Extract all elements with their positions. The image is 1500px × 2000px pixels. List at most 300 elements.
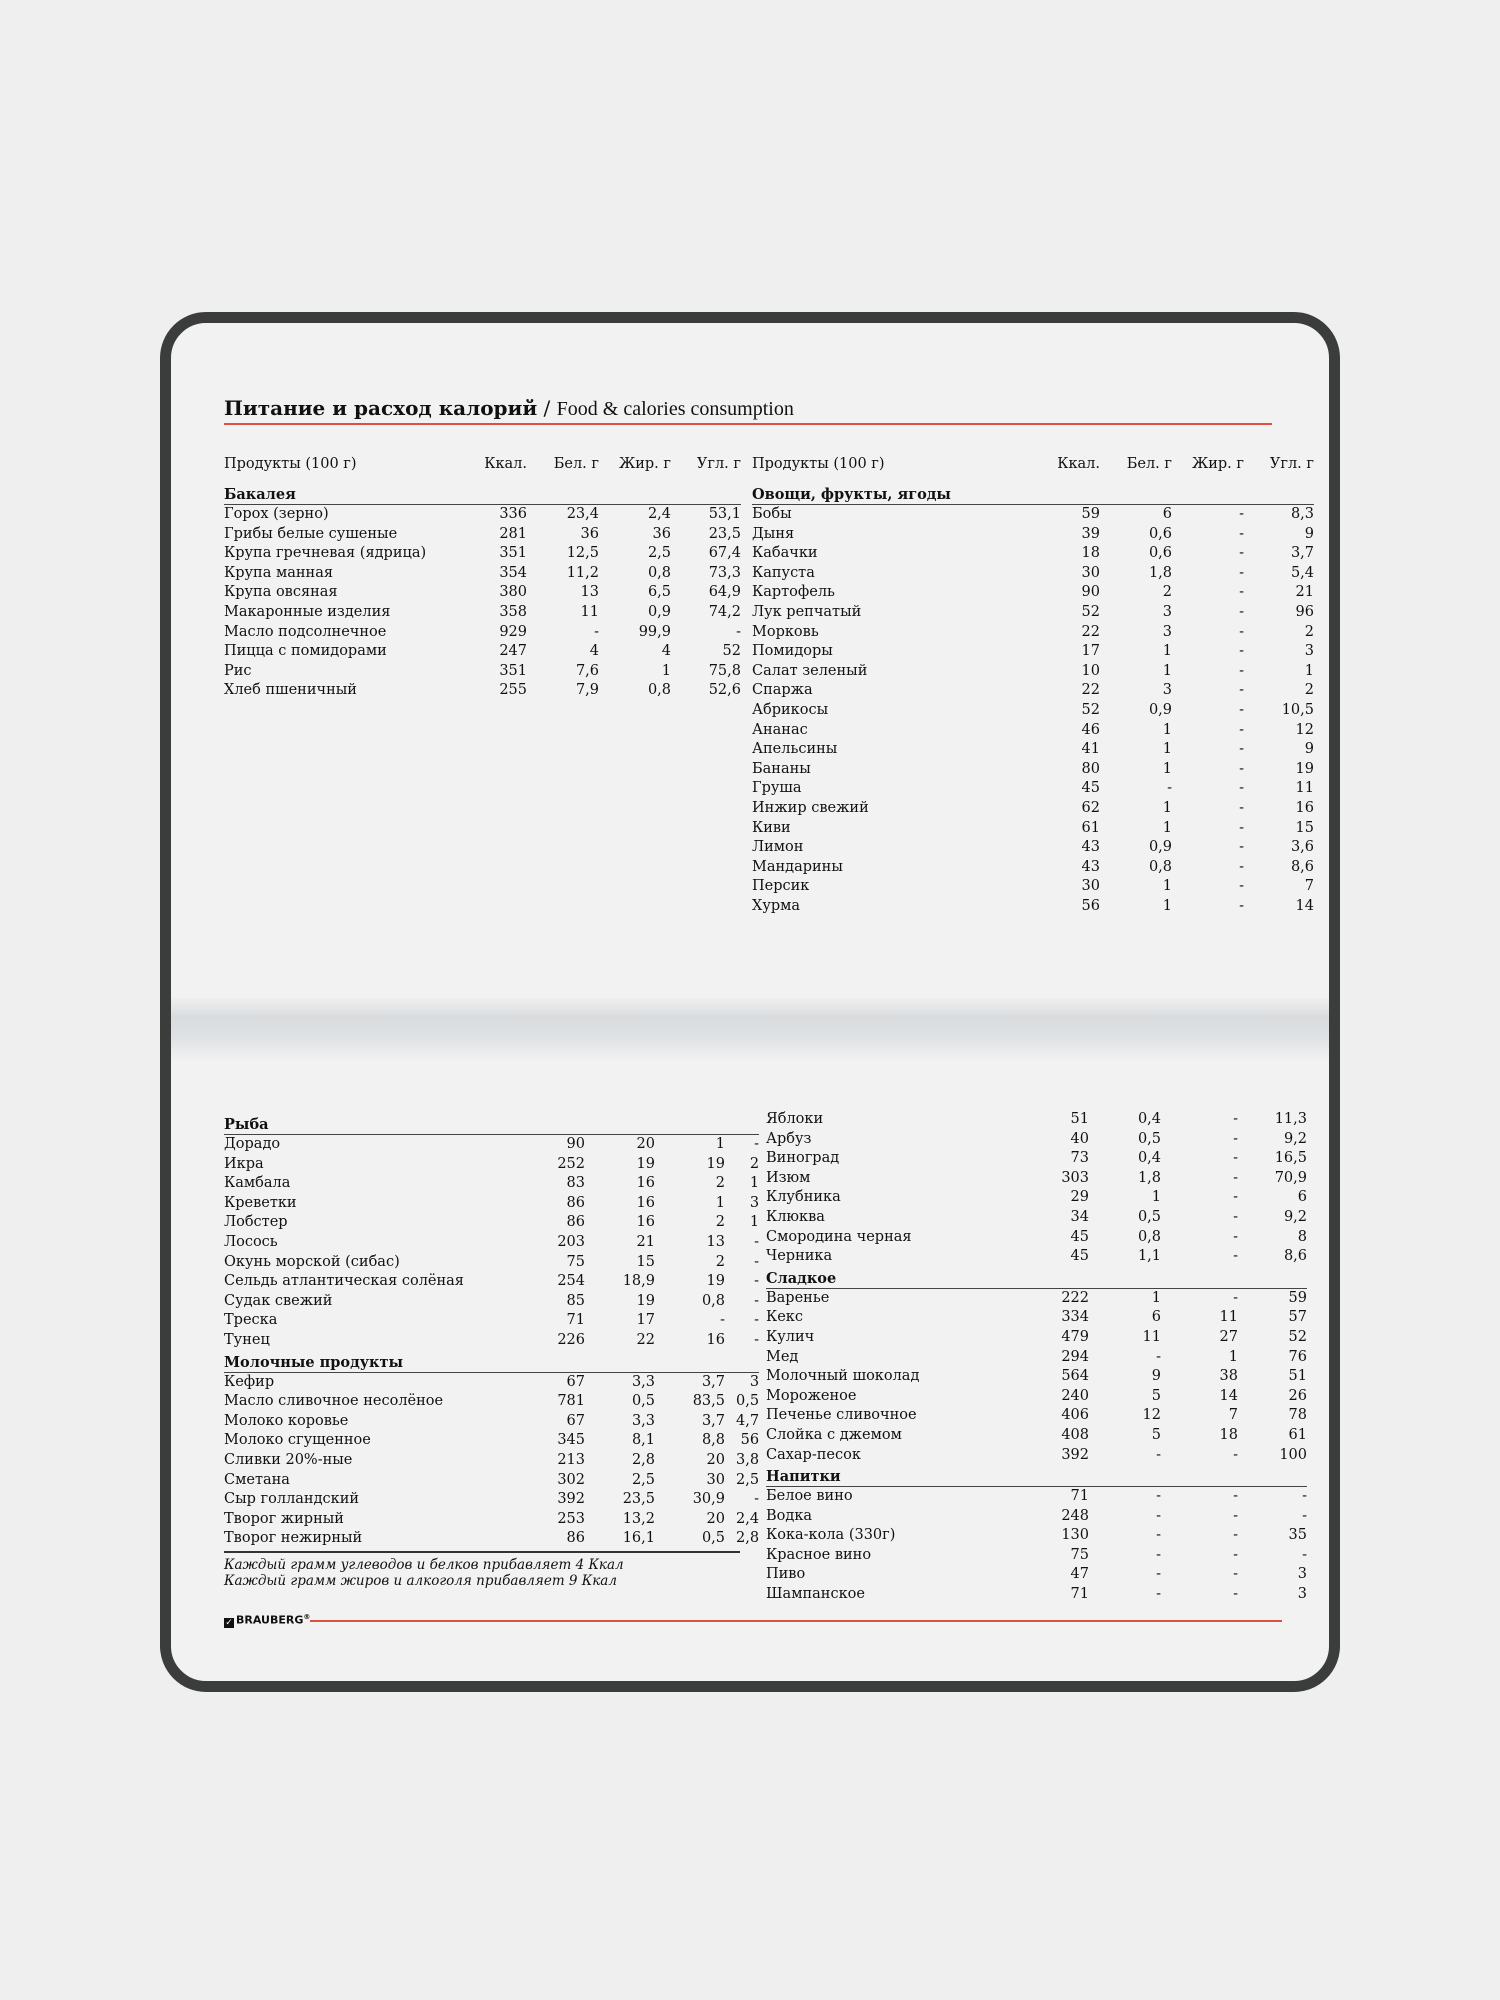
product-name: Кекс (766, 1309, 803, 1326)
fat-value: 3,7 (701, 1373, 725, 1390)
brand-check-icon: ✓ (225, 1617, 233, 1628)
carbs-value: 2,8 (736, 1530, 760, 1547)
protein-value: 13,2 (622, 1510, 655, 1527)
product-name: Арбуз (766, 1130, 812, 1147)
carbs-value: 10,5 (1281, 701, 1314, 718)
carbs-value: 9,2 (1283, 1130, 1307, 1147)
fat-value: 36 (652, 525, 671, 542)
table-row (766, 1130, 1307, 1150)
product-name: Мандарины (752, 858, 843, 875)
fat-value: - (1239, 506, 1244, 522)
protein-value: 4 (589, 643, 599, 660)
protein-value: 0,5 (1137, 1208, 1161, 1225)
product-name: Шампанское (766, 1586, 865, 1603)
product-name: Крупа манная (224, 564, 333, 581)
kcal-value: 30 (1081, 878, 1100, 895)
table-row (224, 681, 741, 701)
note-line: Каждый грамм углеводов и белков прибавляет 4 Ккал (224, 1557, 624, 1573)
table-row (766, 1367, 1307, 1387)
table-row (766, 1288, 1307, 1308)
product-name: Абрикосы (752, 701, 829, 718)
table-row (752, 564, 1314, 584)
protein-value: 3,3 (631, 1373, 655, 1390)
product-name: Ананас (752, 721, 808, 738)
product-name: Белое вино (766, 1488, 853, 1505)
product-name: Камбала (224, 1175, 291, 1192)
product-name: Креветки (224, 1194, 297, 1211)
kcal-value: 40 (1070, 1130, 1089, 1147)
kcal-value: 67 (566, 1373, 585, 1390)
fat-value: 0,8 (647, 564, 671, 581)
fat-value: - (1233, 1208, 1238, 1225)
fat-value: 11 (1219, 1309, 1238, 1326)
protein-value: 7,6 (575, 662, 599, 679)
carbs-value: 12 (1295, 721, 1314, 738)
product-name: Треска (224, 1312, 278, 1329)
carbs-value: - (736, 623, 741, 640)
kcal-value: 71 (566, 1312, 585, 1329)
carbs-value: 11 (1295, 780, 1314, 797)
protein-value: 6 (1151, 1309, 1161, 1326)
fat-value: - (1239, 603, 1244, 620)
protein-value: - (1167, 780, 1172, 797)
kcal-value: 83 (566, 1175, 585, 1192)
protein-value: 7,9 (575, 682, 599, 699)
kcal-value: 90 (1081, 584, 1100, 601)
page-fold (171, 998, 1329, 1060)
fat-value: - (1239, 780, 1244, 797)
protein-value: 1 (1162, 799, 1172, 816)
section-heading (224, 1110, 759, 1135)
table-row (766, 1110, 1307, 1130)
carbs-value: - (1302, 1488, 1307, 1505)
kcal-value: 380 (499, 584, 527, 601)
carbs-value: - (754, 1233, 760, 1250)
protein-value: 9 (1151, 1368, 1161, 1385)
table-row (752, 681, 1314, 701)
kcal-value: 281 (499, 525, 527, 542)
header-protein: Бел. г (553, 456, 599, 472)
protein-value: 5 (1151, 1426, 1161, 1443)
kcal-value: 80 (1081, 760, 1100, 777)
product-name: Помидоры (752, 643, 833, 660)
fat-value: 20 (706, 1510, 725, 1527)
carbs-value: 16,5 (1274, 1150, 1307, 1167)
table-row (224, 1431, 759, 1451)
section-title: Овощи, фрукты, ягоды (752, 480, 1314, 505)
kcal-value: 253 (557, 1510, 585, 1527)
header-product: Продукты (100 г) (224, 456, 357, 472)
table-row (224, 1272, 759, 1292)
section-heading (766, 1465, 1307, 1487)
fat-value: 20 (706, 1451, 725, 1468)
fat-value: - (1239, 799, 1244, 816)
kcal-value: 252 (557, 1155, 585, 1172)
fat-value: 2 (715, 1253, 725, 1270)
title-separator: / (537, 396, 557, 420)
header-protein: Бел. г (1126, 456, 1172, 472)
table-grocery (224, 455, 741, 701)
section-heading (752, 480, 1314, 505)
carbs-value: 8,3 (1290, 506, 1314, 522)
table-row (224, 1471, 759, 1491)
fat-value: - (1233, 1488, 1238, 1505)
kcal-value: 336 (499, 506, 527, 522)
table-row (224, 1194, 759, 1214)
carbs-value: 2 (1304, 682, 1314, 699)
table-row (766, 1228, 1307, 1248)
footer-rule (310, 1620, 1282, 1622)
protein-value: 1,8 (1137, 1169, 1161, 1186)
section-title: Сладкое (766, 1267, 1307, 1289)
fat-value: 8,8 (701, 1432, 725, 1449)
product-name: Виноград (766, 1150, 840, 1167)
table-header (752, 455, 1314, 474)
section-title: Напитки (766, 1465, 1307, 1487)
carbs-value: 78 (1288, 1407, 1307, 1424)
table-row (766, 1247, 1307, 1267)
header-carbs: Угл. г (696, 456, 741, 472)
kcal-value: 39 (1081, 525, 1100, 542)
carbs-value: 9 (1304, 741, 1314, 758)
fat-value: - (720, 1312, 725, 1329)
kcal-value: 86 (566, 1194, 585, 1211)
fat-value: - (1233, 1527, 1238, 1544)
fat-value: 0,5 (701, 1530, 725, 1547)
product-name: Горох (зерно) (224, 506, 329, 522)
table-row (766, 1149, 1307, 1169)
product-name: Пицца с помидорами (224, 643, 387, 660)
protein-value: 0,8 (1137, 1228, 1161, 1245)
fat-value: - (1239, 623, 1244, 640)
table-row (224, 1392, 759, 1412)
protein-value: 22 (636, 1331, 655, 1348)
protein-value: - (1156, 1446, 1161, 1463)
product-name: Хлеб пшеничный (224, 682, 357, 699)
product-name: Масло подсолнечное (224, 623, 387, 640)
kcal-value: 22 (1081, 623, 1100, 640)
table-row (224, 1253, 759, 1273)
protein-value: 36 (580, 525, 599, 542)
kcal-value: 86 (566, 1530, 585, 1547)
kcal-value: 47 (1070, 1566, 1089, 1583)
fat-value: - (1239, 564, 1244, 581)
kcal-value: 29 (1070, 1189, 1089, 1206)
product-name: Кабачки (752, 545, 818, 562)
fat-value: 7 (1228, 1407, 1238, 1424)
table-row (766, 1526, 1307, 1546)
carbs-value: 74,2 (708, 603, 741, 620)
carbs-value: - (754, 1253, 760, 1270)
kcal-value: 71 (1070, 1586, 1089, 1603)
protein-value: - (1156, 1348, 1161, 1365)
kcal-value: 46 (1081, 721, 1100, 738)
carbs-value: 15 (1295, 819, 1314, 836)
kcal-value: 30 (1081, 564, 1100, 581)
carbs-value: - (754, 1136, 760, 1152)
product-name: Яблоки (766, 1111, 824, 1127)
table-row (224, 1451, 759, 1471)
protein-value: 1 (1162, 760, 1172, 777)
fat-value: 1 (1228, 1348, 1238, 1365)
section-heading (224, 480, 741, 505)
table-row (224, 1213, 759, 1233)
fat-value: 14 (1219, 1387, 1238, 1404)
fat-value: - (1233, 1446, 1238, 1463)
kcal-value: 52 (1081, 603, 1100, 620)
fat-value: 30 (706, 1471, 725, 1488)
fat-value: 0,9 (647, 603, 671, 620)
brand-logo (224, 1610, 310, 1628)
kcal-value: 564 (1061, 1368, 1089, 1385)
protein-value: 1,1 (1137, 1248, 1161, 1265)
protein-value: 3 (1162, 603, 1172, 620)
fat-value: 6,5 (647, 584, 671, 601)
kcal-value: 85 (566, 1292, 585, 1309)
kcal-value: 75 (566, 1253, 585, 1270)
table-row (766, 1426, 1307, 1446)
protein-value: 11,2 (566, 564, 599, 581)
fat-value: 2,4 (647, 506, 671, 522)
kcal-value: 222 (1061, 1289, 1089, 1306)
table-row (766, 1487, 1307, 1507)
protein-value: 1 (1162, 741, 1172, 758)
kcal-value: 929 (499, 623, 527, 640)
carbs-value: 23,5 (708, 525, 741, 542)
fat-value: 83,5 (692, 1393, 725, 1410)
table-row (224, 1292, 759, 1312)
carbs-value: 1 (1304, 662, 1314, 679)
carbs-value: 2,4 (736, 1510, 760, 1527)
product-name: Бананы (752, 760, 811, 777)
fat-value: - (1233, 1586, 1238, 1603)
table-row (752, 525, 1314, 545)
kcal-value: 43 (1081, 839, 1100, 856)
kcal-value: 45 (1081, 780, 1100, 797)
kcal-value: 781 (557, 1393, 585, 1410)
table-row (224, 642, 741, 662)
carbs-value: 64,9 (708, 584, 741, 601)
table-row (224, 525, 741, 545)
fat-value: - (1239, 819, 1244, 836)
product-name: Кефир (224, 1373, 275, 1390)
product-name: Картофель (752, 584, 835, 601)
brand-name: BRAUBERG (236, 1613, 304, 1627)
table-row (752, 701, 1314, 721)
carbs-value: 52 (1288, 1328, 1307, 1345)
product-name: Молочный шоколад (766, 1368, 920, 1385)
carbs-value: 3 (1297, 1586, 1307, 1603)
kcal-value: 254 (557, 1273, 585, 1290)
product-name: Кулич (766, 1328, 815, 1345)
kcal-value: 61 (1081, 819, 1100, 836)
carbs-value: 70,9 (1274, 1169, 1307, 1186)
carbs-value: 9 (1304, 525, 1314, 542)
page-title (224, 393, 1272, 425)
kcal-value: 302 (557, 1471, 585, 1488)
kcal-value: 226 (557, 1331, 585, 1348)
carbs-value: 52 (722, 643, 741, 660)
carbs-value: 9,2 (1283, 1208, 1307, 1225)
carbs-value: 6 (1297, 1189, 1307, 1206)
product-name: Капуста (752, 564, 815, 581)
fat-value: 16 (706, 1331, 725, 1348)
protein-value: 2,5 (631, 1471, 655, 1488)
table-row (766, 1546, 1307, 1566)
carbs-value: 73,3 (708, 564, 741, 581)
product-name: Киви (752, 819, 791, 836)
table-row (224, 1529, 759, 1549)
kcal-value: 10 (1081, 662, 1100, 679)
fat-value: 18 (1219, 1426, 1238, 1443)
kcal-value: 354 (499, 564, 527, 581)
carbs-value: 100 (1279, 1446, 1307, 1463)
section-title: Рыба (224, 1110, 759, 1135)
product-name: Смородина черная (766, 1228, 912, 1245)
protein-value: 23,5 (622, 1491, 655, 1508)
carbs-value: 0,5 (736, 1393, 760, 1410)
product-name: Крупа овсяная (224, 584, 338, 601)
product-name: Груша (752, 780, 802, 797)
carbs-value: 3 (749, 1373, 760, 1390)
protein-value: 2,8 (631, 1451, 655, 1468)
table-fish-dairy (224, 1110, 759, 1549)
protein-value: 19 (636, 1155, 655, 1172)
kcal-value: 213 (557, 1451, 585, 1468)
protein-value: 0,5 (631, 1393, 655, 1410)
protein-value: 5 (1151, 1387, 1161, 1404)
product-name: Творог жирный (224, 1510, 344, 1527)
kcal-value: 203 (557, 1233, 585, 1250)
carbs-value: 3,7 (1290, 545, 1314, 562)
kcal-value: 294 (1061, 1348, 1089, 1365)
protein-value: 23,4 (566, 506, 599, 522)
carbs-value: - (754, 1331, 760, 1348)
protein-value: 0,9 (1148, 839, 1172, 856)
protein-value: 3,3 (631, 1412, 655, 1429)
fat-value: 30,9 (692, 1491, 725, 1508)
fat-value: - (1239, 741, 1244, 758)
kcal-value: 18 (1081, 545, 1100, 562)
carbs-value: - (1302, 1507, 1307, 1524)
protein-value: 16,1 (622, 1530, 655, 1547)
carbs-value: - (754, 1273, 760, 1290)
table-row (766, 1348, 1307, 1368)
protein-value: 12,5 (566, 545, 599, 562)
protein-value: 17 (636, 1312, 655, 1329)
table-row (752, 877, 1314, 897)
product-name: Лосось (224, 1233, 278, 1250)
protein-value: 0,5 (1137, 1130, 1161, 1147)
protein-value: 1 (1162, 819, 1172, 836)
kcal-value: 406 (1061, 1407, 1089, 1424)
kcal-value: 130 (1061, 1527, 1089, 1544)
kcal-value: 17 (1081, 643, 1100, 660)
fat-value: 0,8 (701, 1292, 725, 1309)
protein-value: 3 (1162, 682, 1172, 699)
table-row (766, 1328, 1307, 1348)
table-row (224, 1510, 759, 1530)
kcal-value: 358 (499, 603, 527, 620)
protein-value: 21 (636, 1233, 655, 1250)
carbs-value: 76 (1288, 1348, 1307, 1365)
fat-value: - (1239, 760, 1244, 777)
table-row (224, 1135, 759, 1155)
product-name: Грибы белые сушеные (224, 525, 398, 542)
carbs-value: 11,3 (1274, 1111, 1307, 1127)
fat-value: - (1239, 584, 1244, 601)
product-name: Лимон (752, 839, 804, 856)
protein-value: 16 (636, 1194, 655, 1211)
calorie-notes (224, 1551, 740, 1589)
protein-value: 16 (636, 1175, 655, 1192)
fat-value: 2 (715, 1175, 725, 1192)
kcal-value: 303 (1061, 1169, 1089, 1186)
fat-value: - (1239, 545, 1244, 562)
carbs-value: 2,5 (736, 1471, 760, 1488)
protein-value: - (1156, 1546, 1161, 1563)
kcal-value: 41 (1081, 741, 1100, 758)
table-row (752, 623, 1314, 643)
product-name: Дыня (752, 525, 795, 542)
section-heading (766, 1267, 1307, 1289)
brand-registered-mark: ® (303, 1613, 311, 1621)
protein-value: 11 (1142, 1328, 1161, 1345)
fat-value: - (1233, 1130, 1238, 1147)
protein-value: - (594, 623, 599, 640)
product-name: Сметана (224, 1471, 290, 1488)
title-ru: Питание и расход калорий (224, 396, 538, 420)
kcal-value: 75 (1070, 1546, 1089, 1563)
carbs-value: 8,6 (1283, 1248, 1307, 1265)
fat-value: - (1233, 1289, 1238, 1306)
fat-value: - (1239, 643, 1244, 660)
table-row (752, 721, 1314, 741)
protein-value: 1 (1162, 662, 1172, 679)
protein-value: 0,8 (1148, 858, 1172, 875)
fat-value: - (1239, 839, 1244, 856)
product-name: Спаржа (752, 682, 813, 699)
kcal-value: 345 (557, 1432, 585, 1449)
carbs-value: 35 (1288, 1527, 1307, 1544)
table-vegetables-fruits (752, 455, 1314, 916)
kcal-value: 247 (499, 643, 527, 660)
product-name: Лук репчатый (752, 603, 862, 620)
product-name: Сыр голландский (224, 1491, 360, 1508)
table-row (766, 1565, 1307, 1585)
product-name: Окунь морской (сибас) (224, 1253, 400, 1270)
product-name: Хурма (752, 897, 801, 914)
protein-value: - (1156, 1566, 1161, 1583)
carbs-value: 56 (740, 1432, 760, 1449)
table-row (752, 838, 1314, 858)
protein-value: 12 (1142, 1407, 1161, 1424)
fat-value: 19 (706, 1155, 725, 1172)
carbs-value: 21 (1295, 584, 1314, 601)
protein-value: 1 (1162, 643, 1172, 660)
fat-value: 1 (715, 1194, 725, 1211)
fat-value: 13 (706, 1233, 725, 1250)
fat-value: - (1233, 1111, 1238, 1127)
protein-value: 8,1 (631, 1432, 655, 1449)
kcal-value: 51 (1070, 1111, 1089, 1127)
product-name: Масло сливочное несолёное (224, 1393, 444, 1410)
table-row (752, 740, 1314, 760)
header-fat: Жир. г (1191, 456, 1244, 472)
carbs-value: 8 (1297, 1228, 1307, 1245)
table-row (766, 1387, 1307, 1407)
product-name: Кока-кола (330г) (766, 1527, 896, 1544)
